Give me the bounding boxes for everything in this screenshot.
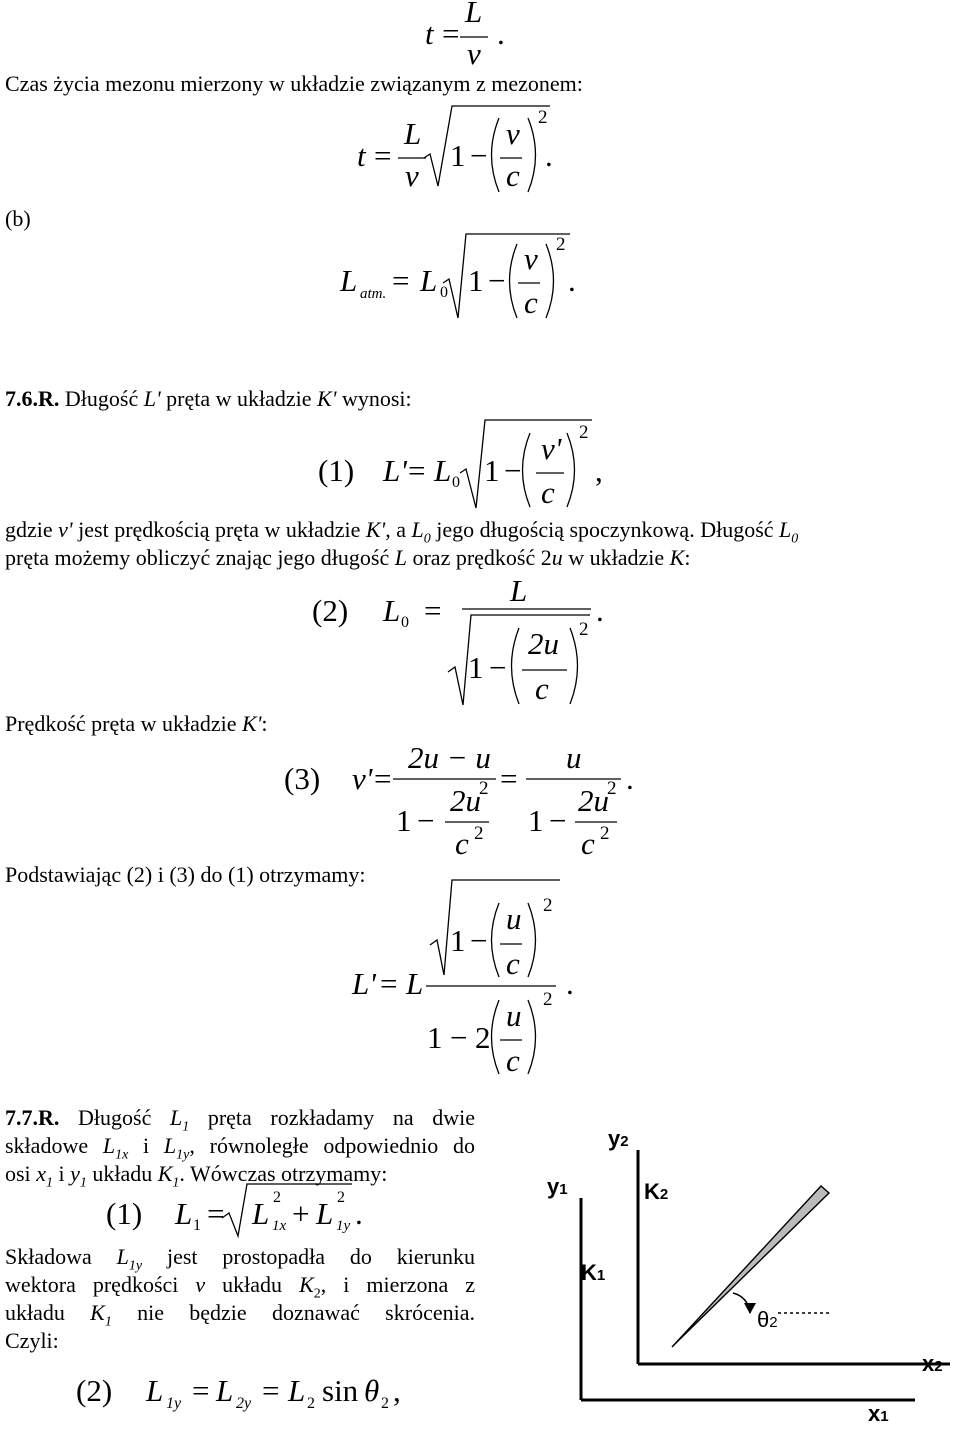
exponent-two: 2	[273, 1189, 281, 1206]
denominator-c: c	[541, 475, 555, 510]
equation-number: (1)	[106, 1196, 143, 1231]
number-one: 1	[484, 453, 500, 488]
number-two: 2	[475, 1020, 491, 1055]
inner-2u: 2u	[578, 783, 609, 818]
denominator-c: c	[506, 946, 520, 981]
paragraph-substituting: Podstawiając (2) i (3) do (1) otrzymamy:	[5, 862, 366, 887]
numerator-u: u	[566, 740, 582, 775]
symbol-L: L	[434, 453, 452, 488]
equation-number: (3)	[284, 761, 321, 796]
exponent-two: 2	[600, 823, 610, 844]
number-one: 1	[450, 923, 466, 958]
numerator-u: u	[506, 901, 522, 936]
subscript-zero: 0	[440, 284, 448, 301]
symbol-L: L	[216, 1373, 234, 1408]
exponent-two: 2	[479, 778, 489, 799]
symbol-L: L	[252, 1196, 270, 1231]
equals-sign: =	[408, 453, 426, 488]
equals-sign: =	[392, 263, 410, 298]
rod	[672, 1186, 829, 1347]
subscript-two: 2	[381, 1395, 389, 1412]
subscript-1y: 1y	[336, 1218, 351, 1234]
inner-2u: 2u	[450, 783, 481, 818]
symbol-theta: θ	[364, 1373, 380, 1408]
symbol-v-prime: v'	[352, 761, 373, 796]
denominator-c: c	[506, 1043, 520, 1078]
exponent-two: 2	[337, 1189, 345, 1206]
period: .	[497, 16, 505, 51]
paragraph-rod-velocity: Prędkość pręta w układzie K':	[5, 711, 268, 736]
numerator-u: u	[506, 998, 522, 1033]
sin-function: sin	[322, 1373, 359, 1408]
numerator-L: L	[510, 573, 528, 608]
equals-sign: =	[442, 16, 460, 51]
equals-sign: =	[262, 1373, 280, 1408]
denominator-c: c	[506, 158, 520, 193]
equals-sign: =	[192, 1373, 210, 1408]
numerator-2u-minus-u: 2u − u	[408, 740, 491, 775]
symbol-L0: L	[420, 263, 438, 298]
paragraph-l0-line2: pręta możemy obliczyć znając jego długość L oraz prędkość 2u w układzie K:	[5, 545, 691, 570]
label-x1: x1	[868, 1401, 889, 1426]
inner-c: c	[581, 826, 595, 861]
numerator-v: v	[506, 116, 520, 151]
symbol-L: L	[175, 1196, 193, 1231]
numerator-v-prime: v'	[541, 431, 562, 466]
label-y2: y2	[608, 1126, 629, 1151]
exponent-two: 2	[543, 989, 553, 1010]
symbol-L: L	[383, 593, 401, 628]
denominator-v: v	[405, 158, 419, 193]
angle-arrowhead	[744, 1303, 756, 1314]
exponent-two: 2	[543, 895, 553, 916]
exponent-two: 2	[579, 619, 589, 640]
numerator-v: v	[524, 241, 538, 276]
paragraph-component-line1: Składowa $L_{1y}$ jest prostopadła do kierunku	[5, 1244, 475, 1274]
label-y1: y1	[547, 1174, 568, 1199]
number-one: 1	[468, 650, 484, 685]
denominator-v: v	[467, 36, 481, 71]
equals-sign: =	[424, 593, 442, 628]
period: .	[626, 761, 634, 796]
paragraph-l0-line1: gdzie v' jest prędkością pręta w układzie K', a $L_0$ jego długością spoczynkową. Długość $L_0$	[5, 517, 799, 547]
subscript-1y: 1y	[166, 1395, 182, 1412]
subscript-one: 1	[193, 1217, 201, 1234]
section-7-7-line2: składowe $L_{1x}$ i $L_{1y}$, równoległe odpowiednio do	[5, 1133, 475, 1163]
equals-sign: =	[374, 138, 392, 173]
exponent-two: 2	[538, 107, 548, 128]
period: .	[545, 138, 553, 173]
denominator-c: c	[535, 671, 549, 706]
plus-sign: +	[292, 1196, 310, 1231]
label-theta2: θ2	[757, 1307, 778, 1332]
section-7-7-line1: 7.7.R. Długość $L_1$ pręta rozkładamy na dwie	[5, 1105, 476, 1135]
section-heading: 7.6.R.	[5, 386, 60, 411]
exponent-two: 2	[579, 422, 589, 443]
period: .	[566, 966, 574, 1001]
label-b: (b)	[5, 206, 31, 231]
number-one: 1	[528, 803, 544, 838]
exponent-two: 2	[607, 778, 617, 799]
minus-sign: −	[488, 263, 506, 298]
minus-sign: −	[417, 803, 435, 838]
subscript-1x: 1x	[272, 1218, 287, 1234]
symbol-L: L	[316, 1196, 334, 1231]
minus-sign: −	[450, 1020, 468, 1055]
symbol-L-prime: L'	[352, 966, 376, 1001]
subscript-two: 2	[307, 1395, 315, 1412]
inner-c: c	[455, 826, 469, 861]
symbol-L: L	[340, 263, 358, 298]
symbol-L: L	[288, 1373, 306, 1408]
comma: ,	[393, 1373, 401, 1408]
subscript-zero: 0	[401, 614, 409, 631]
symbol-L-prime: L'	[383, 453, 407, 488]
paragraph-meson-lifetime: Czas życia mezonu mierzony w układzie związanym z mezonem:	[5, 71, 583, 96]
minus-sign: −	[470, 923, 488, 958]
equals-sign: =	[374, 761, 392, 796]
equals-sign: =	[380, 966, 398, 1001]
label-x2: x2	[922, 1351, 943, 1376]
minus-sign: −	[470, 138, 488, 173]
subscript-zero: 0	[452, 474, 460, 491]
label-K2: K2	[644, 1179, 669, 1204]
number-one: 1	[396, 803, 412, 838]
numerator-L: L	[404, 116, 422, 151]
section-7-7-line3: osi $x_1$ i $y_1$ układu $K_1$. Wówczas otrzymamy:	[5, 1161, 388, 1191]
paragraph-component-line2: wektora prędkości v układu $K_2$, i mierzona z	[5, 1272, 475, 1302]
number-one: 1	[450, 138, 466, 173]
symbol-L: L	[146, 1373, 164, 1408]
paragraph-component-line3: układu $K_1$ nie będzie doznawać skrócenia.	[5, 1300, 475, 1330]
period: .	[568, 263, 576, 298]
symbol-t: t	[425, 16, 434, 51]
equals-sign: =	[207, 1196, 225, 1231]
subscript-2y: 2y	[236, 1395, 252, 1412]
period: .	[596, 593, 604, 628]
equation-number: (2)	[312, 593, 349, 628]
denominator-c: c	[524, 285, 538, 320]
minus-sign: −	[489, 650, 507, 685]
minus-sign: −	[504, 453, 522, 488]
symbol-L: L	[406, 966, 424, 1001]
section-7-6-intro: 7.6.R. Długość L' pręta w układzie K' wynosi:	[5, 386, 412, 411]
equation-number: (2)	[76, 1373, 113, 1408]
number-one: 1	[468, 263, 484, 298]
equation-number: (1)	[318, 453, 355, 488]
equals-sign: =	[500, 761, 518, 796]
symbol-t: t	[357, 138, 366, 173]
number-one: 1	[427, 1020, 443, 1055]
period: .	[355, 1196, 363, 1231]
exponent-two: 2	[556, 234, 566, 255]
comma: ,	[595, 453, 603, 488]
paragraph-component-line4: Czyli:	[5, 1328, 59, 1353]
numerator-L: L	[465, 0, 483, 29]
label-K1: K1	[581, 1260, 606, 1285]
minus-sign: −	[549, 803, 567, 838]
numerator-2u: 2u	[528, 626, 559, 661]
subscript-atm: atm.	[360, 286, 387, 302]
exponent-two: 2	[474, 823, 484, 844]
